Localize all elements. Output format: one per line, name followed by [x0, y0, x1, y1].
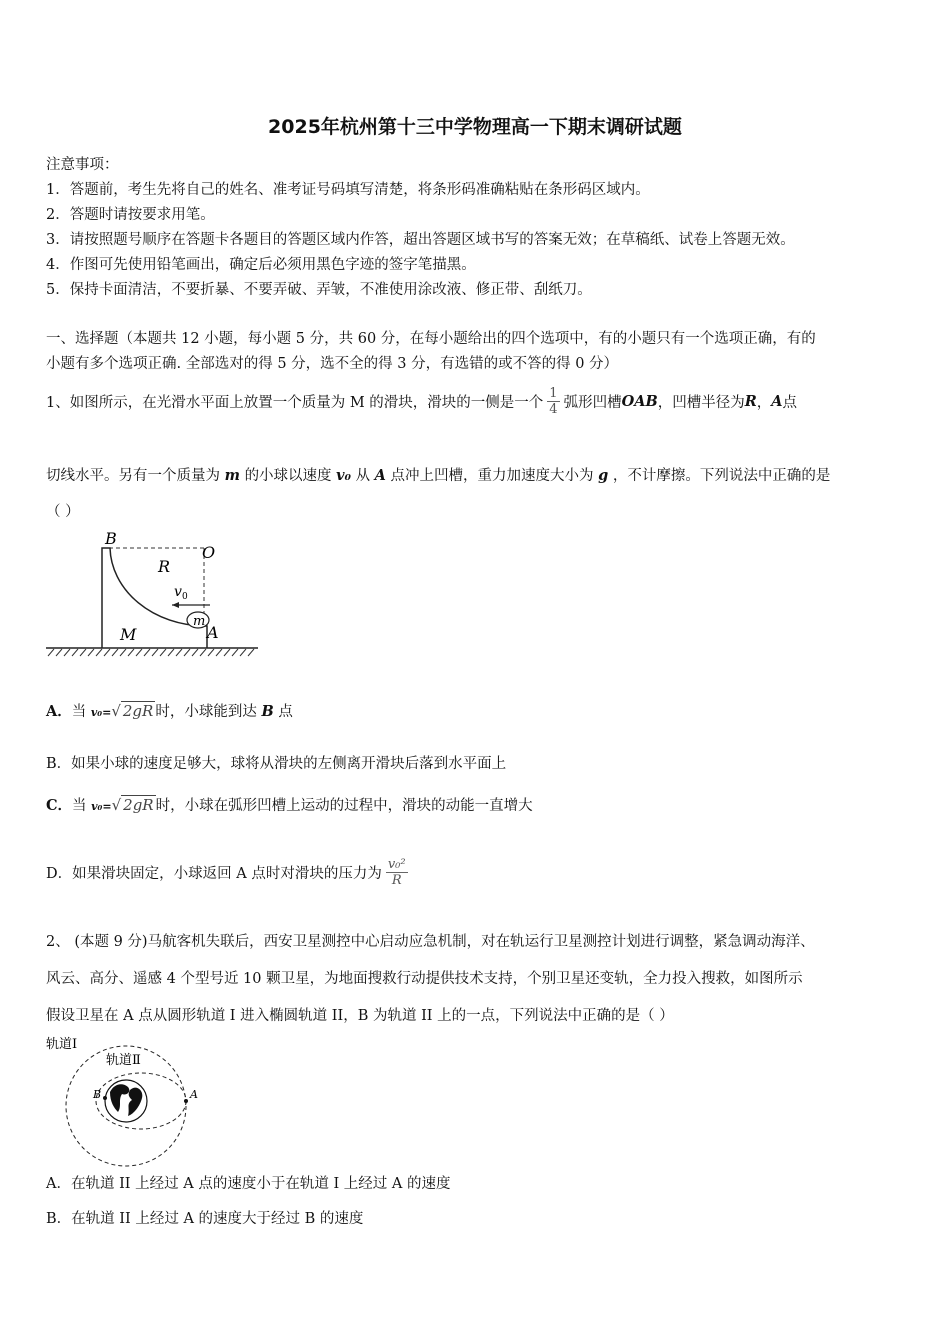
label-B: B [93, 1088, 102, 1101]
page-title: 2025年杭州第十三中学物理高一下期末调研试题 [268, 116, 682, 138]
q1-stem-line1: 1、如图所示，在光滑水平面上放置一个质量为 M 的滑块，滑块的一侧是一个 $\frac{1}{4}$ 弧形凹槽 OAB ，凹槽半径为 R ， A 点 [46, 385, 798, 417]
q2-option-a: A．在轨道 II 上经过 A 点的速度小于在轨道 I 上经过 A 的速度 [46, 1176, 451, 1192]
point-A [184, 1099, 188, 1103]
label-R: R [158, 557, 171, 576]
label-A: A [190, 1088, 198, 1101]
label-B: B [105, 529, 117, 548]
label-v0-sub: 0 [182, 592, 188, 602]
q1-option-a: A．当 v₀=√ 2gR 时，小球能到达 B 点 [46, 702, 293, 720]
q1-figure [44, 528, 264, 658]
slider-block [102, 548, 207, 648]
notice-item: 5．保持卡面清洁，不要折暴、不要弄破、弄皱，不准使用涂改液、修正带、刮纸刀。 [46, 282, 592, 298]
q1-option-c: C．当 v₀=√ 2gR 时，小球在弧形凹槽上运动的过程中，滑块的动能一直增大 [46, 796, 533, 814]
point-B [103, 1096, 107, 1100]
label-M: M [120, 625, 137, 644]
fraction-quarter: $\frac{1}{4}$ [549, 385, 558, 417]
q2-stem-line3: 假设卫星在 A 点从圆形轨道 I 进入椭圆轨道 II，B 为轨道 II 上的一点，下列说法中正确的是（ ） [46, 1008, 674, 1024]
q1-answer-paren: （ ） [46, 504, 80, 520]
notice-item: 1．答题前，考生先将自己的姓名、准考证号码填写清楚，将条形码准确粘贴在条形码区域内。 [46, 182, 650, 198]
label-A: A [207, 623, 219, 642]
sqrt-expression: √ 2gR [111, 702, 154, 720]
section-heading-line1: 一、选择题（本题共 12 小题，每小题 5 分，共 60 分，在每小题给出的四个选项中，有的小题只有一个选项正确，有的 [46, 331, 816, 347]
section-heading-line2: 小题有多个选项正确. 全部选对的得 5 分，选不全的得 3 分，有选错的或不答的得 0 分） [46, 356, 619, 372]
label-v0: v [174, 584, 182, 600]
notice-item: 4．作图可先使用铅笔画出，确定后必须用黑色字迹的签字笔描黑。 [46, 257, 476, 273]
q2-stem-line1: 2、 (本题 9 分)马航客机失联后，西安卫星测控中心启动应急机制，对在轨运行卫星测控计划进行调整，紧急调动海洋、 [46, 934, 815, 950]
label-orbit-1: 轨道Ⅰ [46, 1037, 78, 1052]
notice-item: 3．请按照题号顺序在答题卡各题目的答题区域内作答，超出答题区域书写的答案无效；在草稿纸、试卷上答题无效。 [46, 232, 795, 248]
label-m: m [193, 614, 206, 629]
label-orbit-2: 轨道Ⅱ [106, 1053, 141, 1068]
notice-item: 2．答题时请按要求用笔。 [46, 207, 215, 223]
q1-option-b: B．如果小球的速度足够大，球将从滑块的左侧离开滑块后落到水平面上 [46, 756, 507, 772]
arrow-head [172, 602, 179, 608]
q1-option-d: D．如果滑块固定，小球返回 A 点时对滑块的压力为 $\frac{\text{v₀²}}{R}$ [46, 856, 406, 888]
q2-option-b: B．在轨道 II 上经过 A 的速度大于经过 B 的速度 [46, 1211, 364, 1227]
q1-stem-line2: 切线水平。另有一个质量为 m 的小球以速度 v₀ 从 A 点冲上凹槽，重力加速度大小为 g ，不计摩擦。下列说法中正确的是 [46, 467, 831, 484]
label-O: O [202, 543, 216, 562]
fraction-v0sq-over-r: $\frac{\text{v₀²}}{R}$ [387, 856, 406, 888]
ground-hatching [48, 649, 254, 656]
sqrt-expression: √ 2gR [111, 796, 154, 814]
notice-heading: 注意事项： [46, 157, 119, 173]
q2-figure [44, 1032, 214, 1167]
q2-stem-line2: 风云、高分、遥感 4 个型号近 10 颗卫星，为地面搜救行动提供技术支持，个别卫星还变轨，全力投入搜救，如图所示 [46, 971, 803, 987]
